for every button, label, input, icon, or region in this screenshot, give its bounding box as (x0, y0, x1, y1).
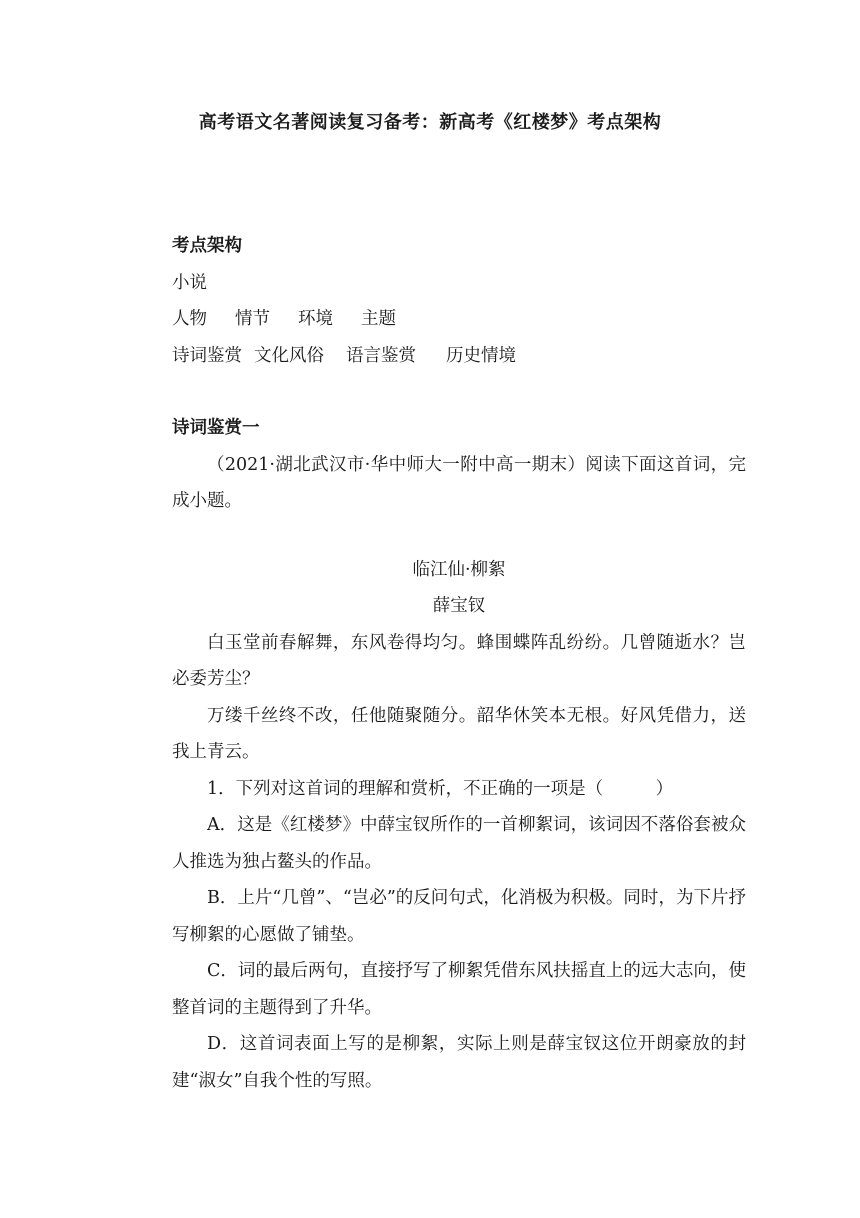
document-body (172, 228, 746, 1099)
framework-row-elements (172, 301, 746, 338)
option-d: D．这首词表面上写的是柳絮，实际上则是薛宝钗这位开朗豪放的封建“淑女”自我个性的写照。 (172, 1034, 746, 1091)
framework-item-characters: 人物 (172, 309, 207, 329)
framework-item-plot: 情节 (235, 309, 270, 329)
option-c: C．词的最后两句，直接抒写了柳絮凭借东风扶摇直上的远大志向，使整首词的主题得到了升华。 (172, 961, 746, 1018)
framework-genre: 小说 (172, 272, 207, 293)
framework-item-setting: 环境 (298, 309, 333, 329)
framework-row-topics (172, 338, 746, 375)
section-heading: 诗词鉴赏一 (172, 418, 260, 438)
framework-item-language: 语言鉴赏 (346, 345, 416, 366)
poem-stanza-2: 万缕千丝终不改，任他随聚随分。韶华休笑本无根。好风凭借力，送我上青云。 (172, 705, 746, 762)
framework-heading: 考点架构 (172, 236, 242, 256)
framework-item-poetry: 诗词鉴赏 (172, 345, 242, 366)
poem-stanza-1: 白玉堂前春解舞，东风卷得均匀。蜂围蝶阵乱纷纷。几曾随逝水？岂必委芳尘？ (172, 632, 746, 689)
spacer (172, 374, 746, 410)
document-title: 高考语文名著阅读复习备考：新高考《红楼梦》考点架构 (198, 112, 662, 133)
poem-title: 临江仙·柳絮 (412, 559, 506, 580)
option-b: B．上片“几曾”、“岂必”的反问句式，化消极为积极。同时，为下片抒写柳絮的心愿做了铺垫。 (172, 888, 746, 945)
question-stem: 1．下列对这首词的理解和赏析，不正确的一项是（ ） (207, 778, 674, 799)
framework-item-culture: 文化风俗 (254, 345, 324, 366)
framework-item-history: 历史情境 (446, 345, 516, 366)
option-a: A．这是《红楼梦》中薛宝钗所作的一首柳絮词，该词因不落俗套被众人推选为独占鳌头的作品。 (172, 815, 746, 872)
poem-author: 薛宝钗 (432, 596, 486, 616)
section-intro: （2021·湖北武汉市·华中师大一附中高一期末）阅读下面这首词，完成小题。 (172, 454, 746, 511)
framework-item-theme: 主题 (361, 309, 396, 329)
